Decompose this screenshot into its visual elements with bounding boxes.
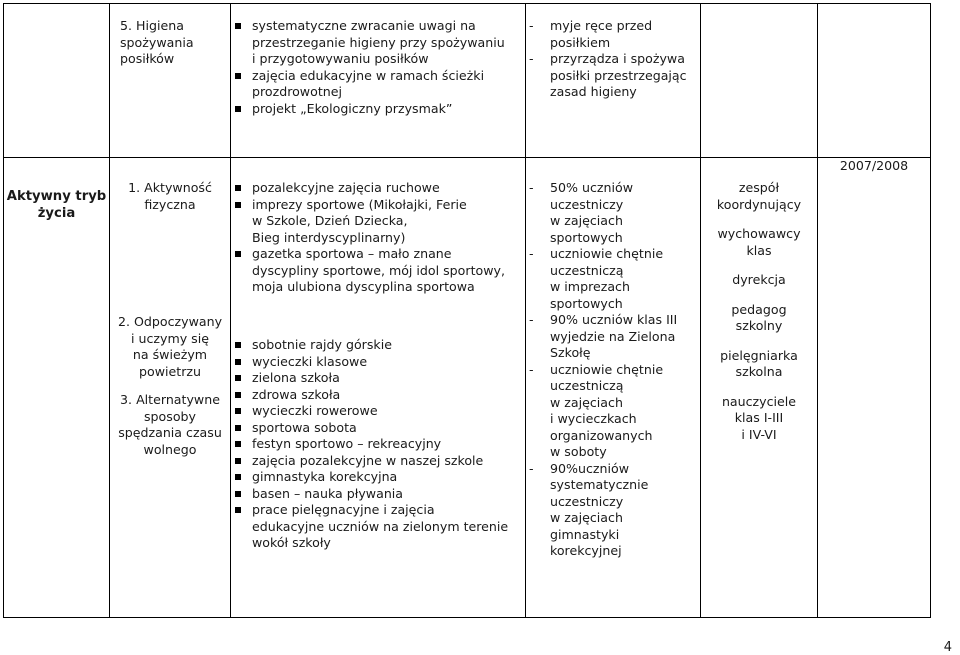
list-item: - uczniowie chętnie uczestniczą w zajęciach i wycieczkach organizowanych w soboty — [526, 362, 700, 461]
term-cell-active-life — [818, 158, 931, 618]
responsible-class-teachers: wychowawcy klas — [717, 226, 801, 258]
responsible-nurse: pielęgniarka szkolna — [720, 347, 798, 379]
term-cell-hygiene — [818, 4, 931, 158]
list-item: zajęcia pozalekcyjne w naszej szkole — [231, 453, 525, 470]
activities-cell-hygiene — [231, 4, 526, 158]
effects-cell-active-life — [526, 158, 701, 618]
list-item: - 90% uczniów klas III wyjedzie na Zielona Szkołę — [526, 312, 700, 362]
activities-list-hygiene — [231, 18, 525, 117]
table-row-hygiene — [4, 4, 931, 158]
list-item: systematyczne zwracanie uwagi na przestrzeganie higieny przy spożywaniu i przygotowywaniu posiłków — [231, 18, 525, 68]
list-item: basen – nauka pływania — [231, 486, 525, 503]
list-item: - 50% uczniów uczestniczy w zajęciach sportowych — [526, 180, 700, 246]
list-item: imprezy sportowe (Mikołajki, Ferie w Szkole, Dzień Dziecka, Bieg interdyscyplinarny) — [231, 197, 525, 247]
list-item: zdrowa szkoła — [231, 387, 525, 404]
activities-cell-active-life — [231, 158, 526, 618]
list-item: pozalekcyjne zajęcia ruchowe — [231, 180, 525, 197]
table-row-active-life — [4, 158, 931, 618]
form-outdoor-rest: 2. Odpoczywany i uczymy się na świeżym powietrzu — [117, 314, 223, 379]
school-year: 2007/2008 — [839, 158, 909, 173]
list-item: sportowa sobota — [231, 420, 525, 437]
form-hygiene: 5. Higiena spożywania posiłków — [120, 18, 194, 66]
effects-list-active-life — [526, 180, 700, 560]
list-item: - 90%uczniów systematycznie uczestniczy w zajęciach gimnastyki korekcyjnej — [526, 461, 700, 560]
area-cell-active-life — [4, 158, 110, 618]
area-title: Aktywny tryb życia — [6, 189, 107, 221]
responsible-cell-active-life — [701, 158, 818, 618]
list-item: projekt „Ekologiczny przysmak” — [231, 101, 525, 118]
list-item: sobotnie rajdy górskie — [231, 337, 525, 354]
list-item: zajęcia edukacyjne w ramach ścieżki prozdrowotnej — [231, 68, 525, 101]
page-number: 4 — [943, 640, 952, 655]
list-item: - uczniowie chętnie uczestniczą w imprezach sportowych — [526, 246, 700, 312]
form-physical-activity: 1. Aktywność fizyczna — [128, 180, 212, 212]
effects-cell-hygiene — [526, 4, 701, 158]
activities-list-b — [231, 337, 525, 552]
effects-list-hygiene — [526, 18, 700, 101]
list-item: gimnastyka korekcyjna — [231, 469, 525, 486]
list-item: zielona szkoła — [231, 370, 525, 387]
activities-list-a — [231, 180, 525, 337]
forms-cell-active-life — [110, 158, 231, 618]
responsible-teachers: nauczyciele klas I-III i IV-VI — [721, 393, 797, 442]
form-cell-hygiene — [110, 4, 231, 158]
program-table — [3, 3, 931, 618]
list-item: wycieczki klasowe — [231, 354, 525, 371]
list-item: gazetka sportowa – mało znane dyscypliny sportowe, mój idol sportowy, moja ulubiona dyscyplina sportowa — [231, 246, 525, 296]
list-item: - myje ręce przed posiłkiem — [526, 18, 700, 51]
responsible-pedagogue: pedagog szkolny — [731, 301, 787, 333]
list-item: festyn sportowo – rekreacyjny — [231, 436, 525, 453]
responsible-cell-hygiene — [701, 4, 818, 158]
responsible-coordinating-team: zespół koordynujący — [716, 180, 802, 212]
list-item: wycieczki rowerowe — [231, 403, 525, 420]
responsible-management: dyrekcja — [732, 272, 786, 287]
form-free-time: 3. Alternatywne sposoby spędzania czasu wolnego — [118, 392, 222, 457]
area-cell-empty — [4, 4, 110, 158]
list-item: - przyrządza i spożywa posiłki przestrzegając zasad higieny — [526, 51, 700, 101]
list-item: prace pielęgnacyjne i zajęcia edukacyjne uczniów na zielonym terenie wokół szkoły — [231, 502, 525, 552]
